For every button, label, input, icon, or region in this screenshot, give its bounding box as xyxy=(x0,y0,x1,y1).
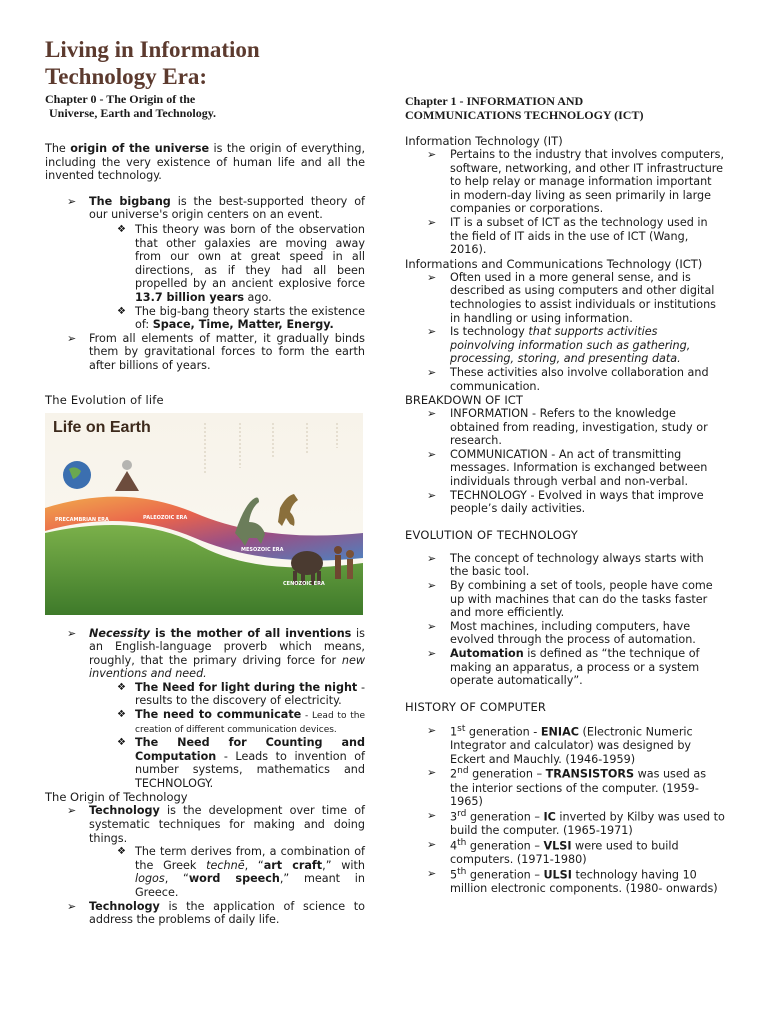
bigbang-sub1-a: This theory was born of the observation that other galaxies are moving away from our own at great speed in all directions, as if they had all been propelled by an ancient explosive force xyxy=(135,222,365,291)
ict-list xyxy=(405,271,725,393)
smoke-icon xyxy=(122,460,132,470)
term-word-speech: word speech xyxy=(188,872,280,886)
necessity-item xyxy=(45,627,365,791)
volcano-icon xyxy=(115,471,139,491)
g3-suffix: rd xyxy=(457,808,467,819)
g1-suffix: st xyxy=(457,723,466,734)
need-communicate-item xyxy=(117,708,365,736)
need-communicate-bold: The need to communicate xyxy=(135,708,302,722)
g3-bold: IC xyxy=(543,810,556,824)
necessity-list xyxy=(45,627,365,791)
g1-bold: ENIAC xyxy=(540,725,579,739)
g4-c: were used to build computers. (1971-1980) xyxy=(450,839,679,867)
it-list xyxy=(405,148,725,257)
term-derives-item xyxy=(117,845,365,899)
chapter-1-heading xyxy=(405,94,725,122)
illustration-title: Life on Earth xyxy=(53,418,151,436)
need-communicate-text: - Lead to the creation of different communication devices. xyxy=(135,711,365,736)
bigbang-sub2-a: The big-bang theory starts the existence of: xyxy=(135,304,365,332)
era-label-mesozoic: MESOZOIC ERA xyxy=(241,546,284,553)
breakdown-communication: ➢ COMMUNICATION - An act of transmitting messages. Information is exchanged between individuals through verbal and non-verbal. xyxy=(405,448,725,489)
bigbang-sublist xyxy=(117,223,365,332)
breakdown-heading: BREAKDOWN OF ICT xyxy=(405,393,523,408)
bigbang-sub2-bold: Space, Time, Matter, Energy. xyxy=(152,318,334,332)
era-label-precambrian: PRECAMBRIAN ERA xyxy=(55,516,109,523)
intro-paragraph xyxy=(45,142,365,183)
need-counting-text: - Leads to invention of number systems, mathematics and TECHNOLOGY. xyxy=(135,749,365,790)
term-a: The term derives from, a combination of the Greek xyxy=(135,845,365,872)
dinosaur-2-icon xyxy=(278,494,298,526)
g5-a: generation – xyxy=(466,868,544,882)
bigbang-sub1-c: ago. xyxy=(244,290,272,304)
term-art-craft: art craft xyxy=(263,858,323,872)
generation-2 xyxy=(405,766,725,809)
chapter-0-line-2: Universe, Earth and Technology. xyxy=(49,106,217,120)
necessity-bold: is the mother of all xyxy=(149,626,286,640)
human-icon xyxy=(335,555,341,579)
evolution-list xyxy=(405,552,725,688)
it-item-2: ➢ IT is a subset of ICT as the technology used in the field of IT aids in the use of ICT (Wang, 2016). xyxy=(405,216,725,257)
breakdown-information: ➢ INFORMATION - Refers to the knowledge obtained from reading, investigation, study or research. xyxy=(405,407,725,448)
g5-c: technology having 10 million electronic components. (1980- onwards) xyxy=(450,868,718,895)
evolution-item-4 xyxy=(405,647,725,688)
g5-bold: ULSI xyxy=(543,868,572,882)
matter-text: From all elements of matter, it gradually binds them by gravitational forces to form the earth after billions of years. xyxy=(89,331,365,372)
need-counting-item xyxy=(117,736,365,790)
intro-bold: origin of the universe xyxy=(70,142,210,155)
evolution-item-2: ➢ By combining a set of tools, people have come up with machines that can do the tasks faster and more efficiently. xyxy=(405,579,725,620)
technology-item-2 xyxy=(45,900,365,927)
intro-text-c: is the origin of everything, including the very existence of human life and all the invented technology. xyxy=(45,142,365,183)
chapter-0-heading xyxy=(45,92,365,120)
g1-c: (Electronic Numeric Integrator and calculator) was designed by Eckert and Mauchly. (1946-1959) xyxy=(450,725,693,766)
bigbang-bold: The bigbang xyxy=(89,194,171,208)
g4-num: 4 xyxy=(450,839,458,853)
g3-c: inverted by Kilby was used to build the computer. (1965-1971) xyxy=(450,810,725,838)
need-light-text: - results to the discovery of electricity. xyxy=(135,680,366,708)
technology-2-bold: Technology xyxy=(89,899,160,913)
g1-a: generation - xyxy=(465,725,541,739)
generation-5 xyxy=(405,867,725,896)
g5-suffix: th xyxy=(457,866,467,877)
generation-1 xyxy=(405,724,725,767)
life-on-earth-illustration xyxy=(45,413,363,615)
era-label-cenozoic: CENOZOIC ERA xyxy=(283,580,325,587)
evolution-item-3: ➢ Most machines, including computers, have evolved through the process of automation. xyxy=(405,620,725,647)
bigbang-item xyxy=(45,195,365,332)
evolution-of-technology-heading: EVOLUTION OF TECHNOLOGY xyxy=(405,527,578,542)
timeline-dividers xyxy=(205,423,337,473)
g2-a: generation – xyxy=(468,768,546,782)
bigbang-sub-1 xyxy=(117,223,365,305)
ict-item-1: ➢ Often used in a more general sense, and is described as using computers and other digital technologies to assist individuals or institutions in handling or using information. xyxy=(405,271,725,325)
term-logos: logos xyxy=(135,872,165,886)
g4-a: generation – xyxy=(466,839,544,853)
g2-c: was used as the interior sections of the computer. (1959-1965) xyxy=(450,768,707,809)
breakdown-list xyxy=(405,407,725,516)
left-column xyxy=(45,36,365,927)
intro-text-a: The xyxy=(45,142,71,155)
term-i: ,” meant in Greece. xyxy=(135,872,365,899)
g2-num: 2 xyxy=(450,768,458,782)
chapter-0-line-1: Chapter 0 - The Origin of the xyxy=(45,92,196,106)
ict-heading: Informations and Communications Technology (ICT) xyxy=(405,256,703,271)
technology-text: is the development over time of systematic techniques for making and doing things. xyxy=(89,804,365,845)
evolution-item-1: ➢ The concept of technology always starts with the basic tool. xyxy=(405,552,725,579)
g4-bold: VLSI xyxy=(543,839,572,853)
breakdown-technology: ➢ TECHNOLOGY - Evolved in ways that improve people’s daily activities. xyxy=(405,489,725,516)
origin-of-technology-heading: The Origin of Technology xyxy=(45,790,188,805)
history-heading: HISTORY OF COMPUTER xyxy=(405,699,547,714)
page-title xyxy=(45,36,365,90)
necessity-sublist xyxy=(117,681,365,791)
bigbang-sub-2 xyxy=(117,305,365,332)
human-2-head xyxy=(346,550,354,558)
need-light-item xyxy=(117,681,365,708)
need-light-bold: The Need for light during the night xyxy=(135,680,358,694)
era-label-paleozoic: PALEOZOIC ERA xyxy=(143,514,188,521)
ict-item-2 xyxy=(405,325,725,366)
chapter-1-line-2: COMMUNICATIONS TECHNOLOGY (ICT) xyxy=(405,108,644,122)
it-heading: Information Technology (IT) xyxy=(405,134,563,148)
ict-item-3: ➢ These activities also involve collaboration and communication. xyxy=(405,366,725,393)
necessity-italic-end: new inventions and need. xyxy=(89,653,365,681)
g2-bold: TRANSISTORS xyxy=(545,768,635,782)
bigbang-text: is the best-supported theory of our universe's origin centers on an event. xyxy=(89,194,365,222)
need-counting-bold: The Need for Counting and Computation xyxy=(135,736,365,763)
g1-num: 1 xyxy=(450,725,458,739)
human-head xyxy=(334,546,342,554)
g2-suffix: nd xyxy=(457,766,469,777)
chapter-1-line-1: Chapter 1 - INFORMATION AND xyxy=(405,94,584,108)
necessity-italic: Necessity xyxy=(89,626,150,640)
bigbang-sub1-bold: 13.7 billion years xyxy=(135,290,244,304)
technology-sublist xyxy=(117,845,365,899)
term-e: ,” with xyxy=(322,858,365,872)
term-techne: technē xyxy=(206,858,245,872)
necessity-text: is an English-language proverb which means, roughly, that the primary driving force for xyxy=(89,626,365,667)
history-list xyxy=(405,724,725,896)
g5-num: 5 xyxy=(450,868,458,882)
ict-item-2-italic: that supports activities poinvolving information such as gathering, processing, storing, and presenting data. xyxy=(450,325,691,366)
right-column xyxy=(405,94,725,896)
technology-bold: Technology xyxy=(89,804,160,818)
technology-item xyxy=(45,804,365,899)
ict-item-2-text: Is technology xyxy=(450,325,529,339)
term-c: , “ xyxy=(244,858,264,872)
generation-4 xyxy=(405,838,725,867)
technology-list xyxy=(45,804,365,926)
evolution-heading: The Evolution of life xyxy=(45,392,164,407)
title-line-2: Technology Era: xyxy=(45,64,208,89)
technology-2-text: is the application of science to address the problems of daily life. xyxy=(89,899,365,927)
term-g: , “ xyxy=(164,872,189,886)
human-2-icon xyxy=(347,559,353,579)
title-line-1: Living in Information xyxy=(45,37,260,62)
g3-num: 3 xyxy=(450,810,458,824)
bigbang-list xyxy=(45,195,365,373)
automation-bold: Automation xyxy=(450,647,524,660)
g4-suffix: th xyxy=(457,837,467,848)
inventions-bold: inventions xyxy=(285,626,352,640)
generation-3 xyxy=(405,809,725,838)
g3-a: generation – xyxy=(466,810,544,824)
it-item-1: ➢ Pertains to the industry that involves computers, software, networking, and other IT infrastructure to help relay or manage information important in modern-day living as seen primarily in large companies or corporations. xyxy=(405,148,725,216)
matter-item xyxy=(45,332,365,373)
automation-text: is defined as “the technique of making an apparatus, a process or a system operate automatically”. xyxy=(450,647,700,688)
